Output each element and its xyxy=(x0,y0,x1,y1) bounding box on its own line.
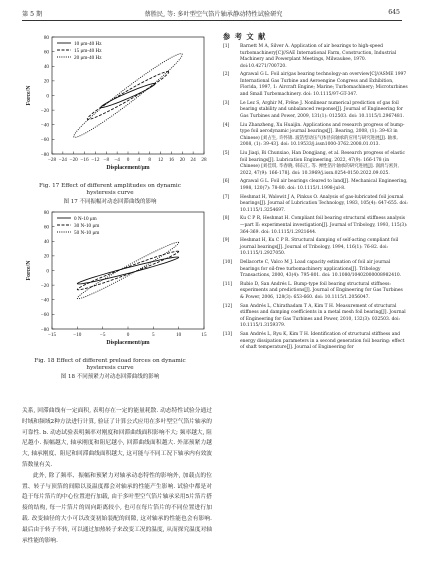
hysteresis-loop xyxy=(77,251,178,290)
reference-number: [2] xyxy=(223,72,230,78)
x-tick-label: 28 xyxy=(201,157,207,163)
reference-item xyxy=(223,72,408,98)
reference-text: San Andrés L, Chirathadam T A, Kim T H. Measurement of structural stiffness and damping coefficients in a metal mesh foil bearing[J]. Journal of Engineering for Gas Turbines and Power, 2010, 132(3): 032503. doi: 10.1115/1.3159379. xyxy=(240,303,406,329)
y-tick-label: 20 xyxy=(43,78,49,85)
page-number: 645 xyxy=(388,9,400,16)
x-tick-label: 0 xyxy=(126,332,130,338)
reference-text: Heshmat H, Walowit J A, Pinkus O. Analysis of gas-lubricated foil journal bearings[J]. Journal of Lubrication Technology, 1983, 105(4): 647-655. doi: 10.1115/1.3254697. xyxy=(240,194,408,213)
y-tick-label: −20 xyxy=(40,282,49,289)
y-tick-label: 40 xyxy=(43,239,49,246)
body-text xyxy=(22,406,212,546)
legend-label: 0 N-10 μm xyxy=(74,215,97,222)
fig18-caption-line1: Fig. 18 Effect of different preload forces on dynamic xyxy=(34,358,186,364)
x-tick-label: 10 xyxy=(176,332,182,338)
references-title: 参 考 文 献 xyxy=(223,32,267,41)
reference-text: Agrawal G L. Foil air/gas bearing technology-an overview[C]//ASME 1997 International Gas Turbine and Aeroengine Congress and Exhibition, Florida, 1997, 1: Aircraft Engine; Marine; Turbomachinery; Microturbines and Small Turbomachinery. doi: 10.1115/97-GT-347. xyxy=(240,72,408,98)
reference-number: [3] xyxy=(223,100,230,106)
x-tick-label: −15 xyxy=(47,332,57,338)
y-tick-label: 60 xyxy=(43,224,49,231)
journal-issue: 第 5 期 xyxy=(22,11,43,18)
reference-item xyxy=(223,151,408,177)
reference-text: Liu Jiaqi, Bi Chunxiao, Han Dongjiang, et al. Research progress of elastic foil bearings[J]. Lubrication Engineering, 2022, 47(9): 166-178 (in Chinese) [刘佳琪, 毕春晓, 韩东江, 等. 弹性箔片轴承的研究进展[J]. 润滑与密封, 2022, 47(9): 166-178]. doi: 10.3969/j.issn.0254-0150.2022.09.025. xyxy=(240,150,406,176)
fig18-caption-en xyxy=(10,358,210,372)
x-tick-label: 24 xyxy=(190,157,196,163)
x-tick-label: 4 xyxy=(137,157,141,163)
reference-item xyxy=(223,332,408,352)
legend-label: 30 N-10 μm xyxy=(74,222,100,229)
fig17-caption-line2: hysteresis curve xyxy=(86,190,134,196)
x-tick-label: 0 xyxy=(126,157,130,163)
x-axis-label: Displacement/μm xyxy=(106,165,150,171)
reference-item xyxy=(223,304,408,330)
reference-item xyxy=(223,282,408,302)
reference-number: [4] xyxy=(223,122,230,128)
reference-number: [5] xyxy=(223,150,230,156)
reference-number: [10] xyxy=(223,260,233,266)
legend-label: 50 N-10 μm xyxy=(74,229,100,236)
reference-item xyxy=(223,260,408,280)
y-tick-label: 80 xyxy=(43,209,49,216)
reference-item xyxy=(223,216,408,236)
reference-number: [9] xyxy=(223,238,230,244)
reference-text: Barnett M A, Silver A. Application of air bearings to high-speed turbomachinery[C]//SAE International Farm, Construction, Industrial Machinery and Powerplant Meetings, Milwaukee, 1970. doi:10.4271/700720. xyxy=(240,44,397,69)
hysteresis-loop xyxy=(77,257,178,284)
reference-item xyxy=(223,179,408,192)
x-tick-label: −28 xyxy=(47,157,57,163)
hysteresis-loop xyxy=(74,54,183,138)
x-tick-label: 15 xyxy=(201,332,207,338)
body-paragraph-2: 此外, 除了频率、振幅和预紧力对轴承动态特性的影响外, 加载点的位置、转子与顶箔的间隙以及温度都会对轴承的性能产生影响. 试验中都是对趋于每片箔片的中心位置进行加载, 由于多叶型空气箔片轴承采用5片箔片搭接的结构, 每一片箔片的周向距离较小, 也可在每片箔片的不同位置进行加载. 改变轴径的大小可以改变初始装配的间隙, 这对轴承的性能也会有影响. 最后由于转子不转, 可以通过加热转子来改变工况的温度, 从而探究温度对轴承性能的影响. xyxy=(22,472,212,544)
reference-item xyxy=(223,123,408,149)
reference-text: Le Lez S, Arghir M, Frêne J. Nonlinear numerical prediction of gas foil bearing stability and unbalanced response[J]. Journal of Engineering for Gas Turbines and Power, 2009, 131(1): 012503. doi: 10.1115/1.2967481. xyxy=(240,100,404,119)
y-tick-label: −40 xyxy=(40,297,49,304)
reference-text: Ku C P R, Heshmat H. Compliant foil bearing structural stiffness analysis—part II: experimental investigation[J]. Journal of Tribology, 1993, 115(3): 364-369. doi: 10.1115/1.2921644. xyxy=(240,216,408,235)
hysteresis-loop xyxy=(77,242,178,299)
x-tick-label: 8 xyxy=(148,157,152,163)
y-tick-label: 0 xyxy=(46,268,49,275)
y-tick-label: −40 xyxy=(40,122,49,129)
x-axis-label: Displacement/μm xyxy=(106,340,150,346)
reference-text: Agrawal G L. Foil air bearings cleared to land[J]. Mechanical Engineering, 1998, 120(7): 78-80. doi: 10.1115/1.1998-jul-8. xyxy=(240,179,408,191)
reference-number: [1] xyxy=(223,44,230,49)
fig18-caption-zh: 图 18 不同预紧力对动态回滞曲线的影响 xyxy=(60,374,160,380)
reference-text: San Andrés L, Ryu K, Kim T H. Identification of structural stiffness and energy dissipation parameters in a second generation foil bearing: effect of shaft temperature[J]. Journal of Engineering for xyxy=(240,332,405,351)
reference-number: [6] xyxy=(223,179,230,185)
fig18-caption-line2: hysteresis curve xyxy=(86,365,134,371)
y-axis-label: Force/N xyxy=(26,85,32,106)
reference-item xyxy=(223,101,408,121)
reference-item xyxy=(223,238,408,258)
hysteresis-loop xyxy=(87,72,168,120)
x-tick-label: −24 xyxy=(58,157,67,163)
x-tick-label: 5 xyxy=(152,332,155,338)
y-tick-label: 40 xyxy=(43,64,49,71)
y-tick-label: −20 xyxy=(40,107,49,114)
y-tick-label: 20 xyxy=(43,253,49,260)
x-tick-label: 16 xyxy=(168,157,175,163)
reference-number: [12] xyxy=(223,303,233,309)
fig17-caption-en xyxy=(10,183,210,197)
fig17-caption-line1: Fig. 17 Effect of different amplitudes on dynamic xyxy=(39,183,181,189)
body-paragraph-1: 关系, 回滞曲线有一定面积, 表明存在一定的能量耗散. 动态特性试验分通过时域和频域2种方法进行计算, 验证了计算公式应用在多叶型空气箔片轴承的可靠性. b. 动态试验表明频率对刚度和回滞曲线面积影响不大; 频率越大, 阻尼越小. 振幅越大, 轴承刚度和阻尼越小, 回滞曲线面积越大. 外部预紧力越大, 轴承刚度、阻尼和回滞曲线面积越大, 这可能与不同工况下轴承内有效波箔数量有关. xyxy=(22,408,212,468)
reference-number: [13] xyxy=(223,332,233,338)
y-tick-label: −80 xyxy=(40,326,49,333)
reference-number: [11] xyxy=(223,281,233,287)
reference-item xyxy=(223,195,408,215)
legend-label: 15 μm-40 Hz xyxy=(74,47,102,54)
x-tick-label: −16 xyxy=(80,157,89,163)
x-tick-label: −8 xyxy=(103,157,110,163)
x-tick-label: 20 xyxy=(179,157,185,163)
reference-number: [7] xyxy=(223,194,230,200)
reference-text: Liu Zhanzheng, Xu Huaijin. Applications and research progress of bump-type foil aerodynamic journal bearings[J]. Bearing, 2008, (1): 39-43 in Chinese) [刘占生, 许怀锦. 波箔型动压气体径向轴承的应用与研究进展[J]. 轴承, 2008, (1): 39-43]. doi: 10.19533/j.issn1000-3762.2008.01.013. xyxy=(240,122,405,148)
reference-item xyxy=(223,44,408,70)
legend-label: 20 μm-40 Hz xyxy=(74,54,102,61)
header-rule xyxy=(22,20,402,21)
x-tick-label: −5 xyxy=(99,332,106,338)
x-tick-label: −12 xyxy=(91,157,100,163)
reference-text: Heshmat H, Ku C P R. Structural damping of self-acting compliant foil journal bearings[J]. Journal of Tribology, 1994, 116(1): 76-82. doi: 10.1115/1.2927050. xyxy=(240,238,399,257)
x-tick-label: −20 xyxy=(69,157,78,163)
reference-text: Rubio D, San Andrés L. Bump-type foil bearing structural stiffness: experiments and predictions[J]. Journal of Engineering for Gas Turbines & Power, 2006, 128(3): 653-660. doi: 10.1115/1.2056047. xyxy=(240,281,403,301)
fig18-chart xyxy=(20,207,210,357)
legend-label: 10 μm-40 Hz xyxy=(74,40,102,47)
reference-text: Dellacorte C, Valco M J. Load capacity estimation of foil air journal bearings for oil-free turbomachinery applications[J]. Tribology Transactions, 2000, 43(4): 795-801. doi: 10.1080/10402000008982410. xyxy=(240,260,402,279)
y-tick-label: 0 xyxy=(46,93,49,100)
running-title: 蔡胜民, 等: 多叶型空气箔片轴承静动特性试验研究 xyxy=(144,11,283,18)
reference-number: [8] xyxy=(223,216,230,222)
x-tick-label: −4 xyxy=(114,157,120,163)
x-tick-label: −10 xyxy=(73,332,82,338)
y-tick-label: −80 xyxy=(40,151,49,158)
fig17-chart xyxy=(20,32,210,182)
y-tick-label: 60 xyxy=(43,49,49,56)
y-tick-label: 80 xyxy=(43,34,49,41)
y-tick-label: −60 xyxy=(40,312,49,319)
y-tick-label: −60 xyxy=(40,137,49,144)
y-axis-label: Force/N xyxy=(26,260,32,281)
references-list xyxy=(223,44,408,354)
x-tick-label: 12 xyxy=(157,157,164,163)
fig17-caption-zh: 图 17 不同振幅对动态回滞曲线的影响 xyxy=(63,199,157,205)
